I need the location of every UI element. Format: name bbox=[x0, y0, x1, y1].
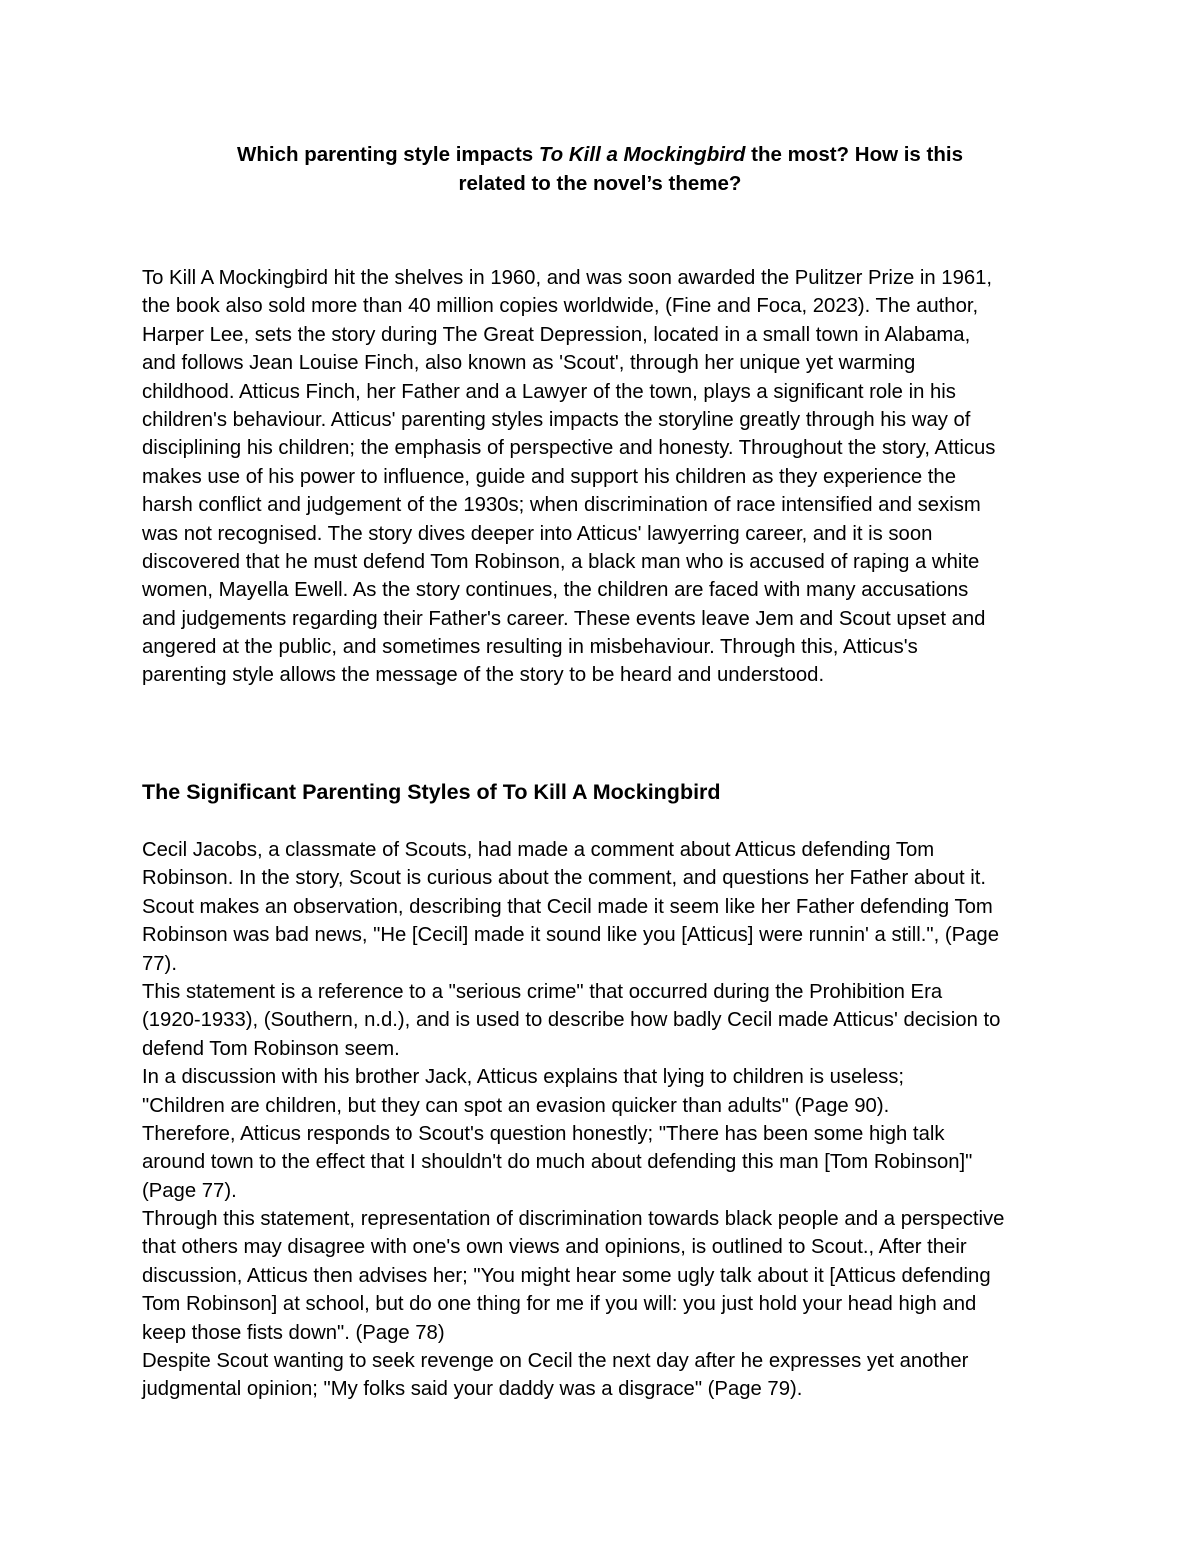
section-line: Despite Scout wanting to seek revenge on Cecil the next day after he expresses yet another bbox=[142, 1350, 969, 1373]
section-line: around town to the effect that I shouldn't do much about defending this man [Tom Robinson]" bbox=[142, 1151, 973, 1174]
title-part-1: Which parenting style impacts bbox=[237, 143, 539, 166]
intro-line: and follows Jean Louise Finch, also known as 'Scout', through her unique yet warming bbox=[142, 352, 916, 375]
intro-line: and judgements regarding their Father's career. These events leave Jem and Scout upset and bbox=[142, 607, 986, 630]
section-line: defend Tom Robinson seem. bbox=[142, 1037, 400, 1060]
section-line: "Children are children, but they can spot an evasion quicker than adults" (Page 90). bbox=[142, 1094, 890, 1117]
intro-line: the book also sold more than 40 million copies worldwide, (Fine and Foca, 2023). The author, bbox=[142, 295, 979, 318]
intro-paragraph bbox=[142, 264, 1077, 690]
intro-line: discovered that he must defend Tom Robinson, a black man who is accused of raping a white bbox=[142, 550, 980, 573]
document-title bbox=[140, 141, 1060, 198]
intro-line: disciplining his children; the emphasis of perspective and honesty. Throughout the story, Atticus bbox=[142, 437, 996, 460]
intro-line: harsh conflict and judgement of the 1930s; when discrimination of race intensified and sexism bbox=[142, 494, 981, 517]
title-book-name: To Kill a Mockingbird bbox=[538, 143, 746, 166]
section-line: Robinson. In the story, Scout is curious about the comment, and questions her Father about it. bbox=[142, 867, 987, 890]
intro-line: childhood. Atticus Finch, her Father and a Lawyer of the town, plays a significant role in his bbox=[142, 380, 956, 403]
section-line: that others may disagree with one's own views and opinions, is outlined to Scout., After their bbox=[142, 1236, 967, 1259]
intro-line: women, Mayella Ewell. As the story continues, the children are faced with many accusations bbox=[142, 579, 969, 602]
title-part-2: the most? How is this bbox=[745, 143, 963, 166]
section-line: (1920-1933), (Southern, n.d.), and is used to describe how badly Cecil made Atticus' decision to bbox=[142, 1009, 1001, 1032]
section-line: This statement is a reference to a "serious crime" that occurred during the Prohibition Era bbox=[142, 980, 943, 1003]
intro-line: parenting style allows the message of the story to be heard and understood. bbox=[142, 664, 825, 687]
section-line: Tom Robinson] at school, but do one thing for me if you will: you just hold your head high and bbox=[142, 1293, 977, 1316]
section-line: Scout makes an observation, describing that Cecil made it seem like her Father defending Tom bbox=[142, 895, 993, 918]
section-line: Therefore, Atticus responds to Scout's question honestly; "There has been some high talk bbox=[142, 1122, 945, 1145]
section-line: judgmental opinion; "My folks said your daddy was a disgrace" (Page 79). bbox=[142, 1378, 803, 1401]
section-line: discussion, Atticus then advises her; "You might hear some ugly talk about it [Atticus defending bbox=[142, 1264, 991, 1287]
section-line: keep those fists down". (Page 78) bbox=[142, 1321, 445, 1344]
section-line: 77). bbox=[142, 952, 177, 975]
intro-line: children's behaviour. Atticus' parenting styles impacts the storyline greatly through his way of bbox=[142, 408, 971, 431]
intro-line: was not recognised. The story dives deeper into Atticus' lawyerring career, and it is soon bbox=[142, 522, 933, 545]
section-line: Robinson was bad news, "He [Cecil] made it sound like you [Atticus] were runnin' a still.", (Page bbox=[142, 924, 999, 947]
intro-line: To Kill A Mockingbird hit the shelves in 1960, and was soon awarded the Pulitzer Prize in 1961, bbox=[142, 267, 993, 289]
intro-line: angered at the public, and sometimes resulting in misbehaviour. Through this, Atticus's bbox=[142, 636, 918, 659]
intro-line: makes use of his power to influence, guide and support his children as they experience the bbox=[142, 465, 956, 488]
title-line-2: related to the novel’s theme? bbox=[458, 171, 742, 195]
section-line: Cecil Jacobs, a classmate of Scouts, had made a comment about Atticus defending Tom bbox=[142, 839, 935, 861]
section-line: (Page 77). bbox=[142, 1179, 237, 1202]
section-line: In a discussion with his brother Jack, Atticus explains that lying to children is useless; bbox=[142, 1066, 905, 1089]
section-line: Through this statement, representation of discrimination towards black people and a perspective bbox=[142, 1208, 1005, 1231]
section-heading: The Significant Parenting Styles of To Kill A Mockingbird bbox=[142, 780, 721, 804]
intro-line: Harper Lee, sets the story during The Great Depression, located in a small town in Alabama, bbox=[142, 323, 971, 346]
section-paragraph bbox=[142, 836, 1077, 1404]
